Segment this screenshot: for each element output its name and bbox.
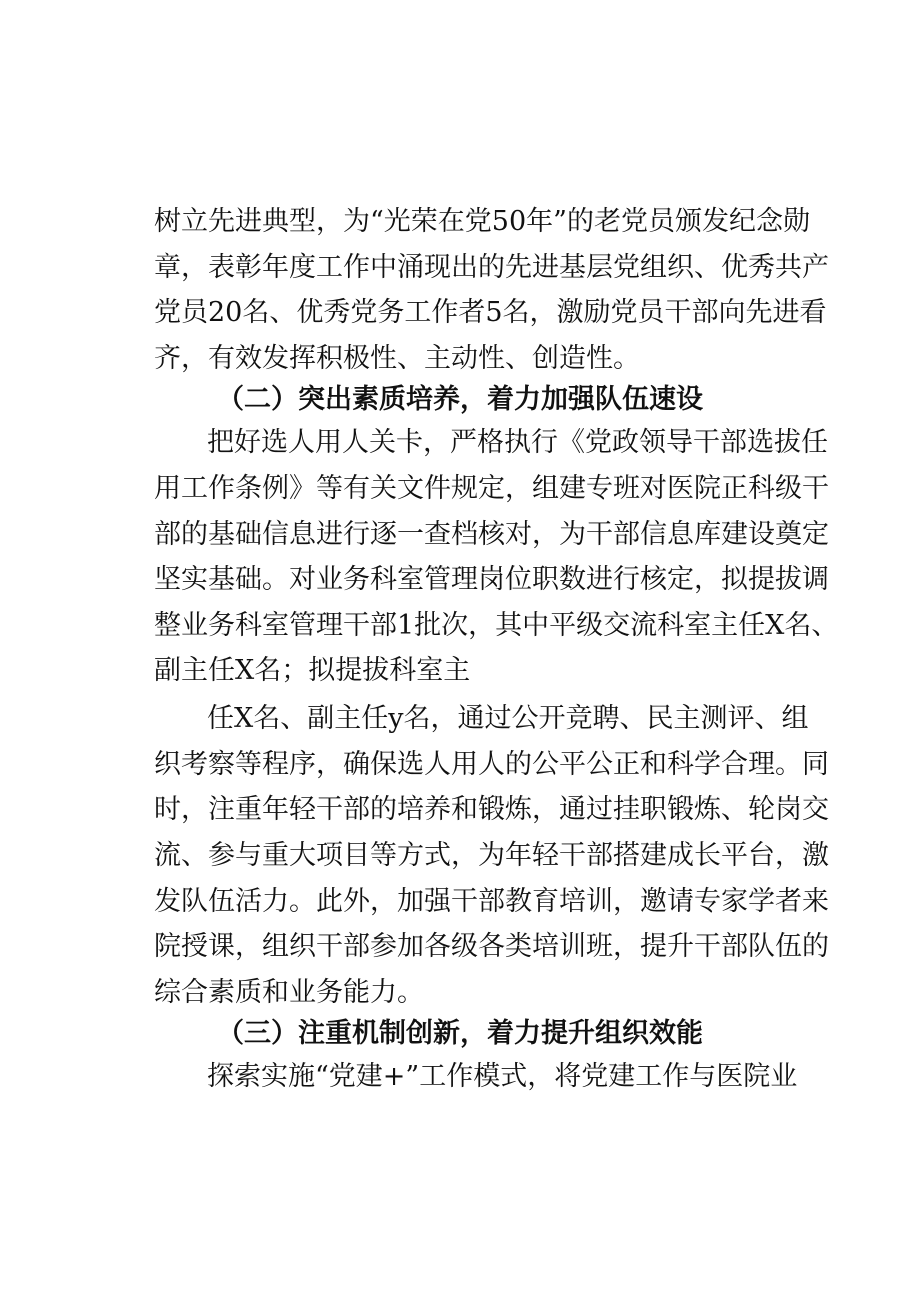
paragraph-line: 章，表彰年度工作中涌现出的先进基层党组织、优秀共产 — [154, 252, 829, 283]
section-heading: （三）注重机制创新，着力提升组织效能 — [217, 1018, 703, 1049]
paragraph-line: 用工作条例》等有关文件规定，组建专班对医院正科级干 — [154, 473, 829, 504]
section-heading: （二）突出素质培养，着力加强队伍速设 — [217, 384, 703, 415]
paragraph-line: 流、参与重大项目等方式，为年轻干部搭建成长平台，激 — [154, 840, 829, 871]
paragraph-line: 综合素质和业务能力。 — [154, 977, 424, 1008]
paragraph-line: 织考察等程序，确保选人用人的公平公正和科学合理。同 — [154, 749, 829, 780]
paragraph-line: 发队伍活力。此外，加强干部教育培训，邀请专家学者来 — [154, 886, 829, 917]
paragraph-line: 坚实基础。对业务科室管理岗位职数进行核定，拟提拔调 — [154, 564, 829, 595]
paragraph-line: 探索实施“党建+”工作模式，将党建工作与医院业 — [207, 1061, 798, 1092]
paragraph-line: 党员20名、优秀党务工作者5名，激励党员干部向先进看 — [154, 297, 827, 328]
paragraph-line: 时，注重年轻干部的培养和锻炼，通过挂职锻炼、轮岗交 — [154, 794, 829, 825]
paragraph-line: 任X名、副主任y名，通过公开竞聘、民主测评、组 — [207, 703, 809, 734]
paragraph-line: 整业务科室管理干部1批次，其中平级交流科室主任X名、 — [154, 610, 839, 641]
paragraph-line: 树立先进典型，为“光荣在党50年”的老党员颁发纪念勋 — [154, 206, 810, 237]
paragraph-line: 部的基础信息进行逐一查档核对，为干部信息库建设奠定 — [154, 519, 829, 550]
paragraph-line: 院授课，组织干部参加各级各类培训班，提升干部队伍的 — [154, 931, 829, 962]
paragraph-line: 齐，有效发挥积极性、主动性、创造性。 — [154, 343, 640, 374]
paragraph-line: 把好选人用人关卡，严格执行《党政领导干部选拔任 — [207, 427, 828, 458]
paragraph-line: 副主任X名；拟提拔科室主 — [154, 655, 471, 686]
